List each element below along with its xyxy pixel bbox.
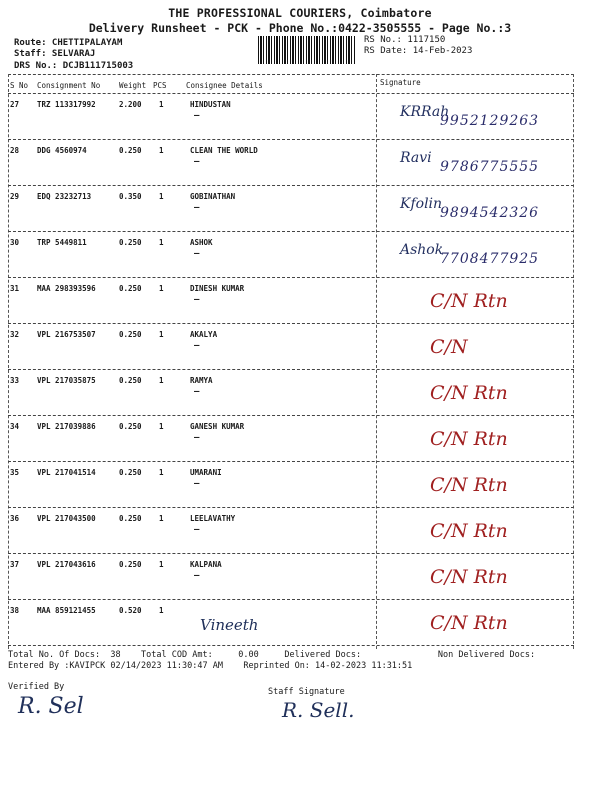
- row-sno: 32: [10, 330, 20, 339]
- row-sno: 38: [10, 606, 20, 615]
- document-title: THE PROFESSIONAL COURIERS, Coimbatore: [168, 6, 432, 20]
- row-pcs: 1: [159, 100, 164, 109]
- row-phone-number: 7708477925: [440, 251, 540, 267]
- row-consignee: GOBINATHAN: [190, 192, 236, 201]
- row-signature: Ravi: [400, 150, 432, 166]
- staff-signature: R. Sell.: [282, 698, 355, 722]
- col-header-weight: Weight: [119, 81, 147, 90]
- row-consignee: DINESH KUMAR: [190, 284, 245, 293]
- row-return-note: C/N Rtn: [430, 382, 508, 404]
- row-pcs: 1: [159, 422, 164, 431]
- barcode-image: [258, 36, 356, 64]
- row-consignee-mark: —: [194, 479, 200, 489]
- row-separator: [8, 553, 574, 554]
- footer-entered: Entered By :KAVIPCK 02/14/2023 11:30:47 AM Reprinted On: 14-02-2023 11:31:51: [8, 661, 413, 671]
- row-consignment: VPL 217043616: [37, 560, 96, 569]
- row-phone-number: 9952129263: [440, 113, 540, 129]
- row-consignee-mark: —: [194, 157, 200, 167]
- document-subtitle: Delivery Runsheet - PCK - Phone No.:0422-3505555 - Page No.:3: [88, 21, 512, 35]
- row-pcs: 1: [159, 192, 164, 201]
- staff-signature-label: Staff Signature: [268, 687, 345, 697]
- row-weight: 0.250: [119, 422, 142, 431]
- row-return-note: C/N Rtn: [430, 566, 508, 588]
- row-return-note: C/N Rtn: [430, 290, 508, 312]
- row-separator: [8, 461, 574, 462]
- row-sno: 31: [10, 284, 20, 293]
- row-sno: 28: [10, 146, 20, 155]
- rs-number: RS No.: 1117150: [364, 35, 446, 45]
- row-sno: 34: [10, 422, 20, 431]
- row-separator: [8, 599, 574, 600]
- row-consignee: UMARANI: [190, 468, 222, 477]
- row-sno: 36: [10, 514, 20, 523]
- row-sno: 27: [10, 100, 20, 109]
- row-consignee: RAMYA: [190, 376, 213, 385]
- row-consignee: AKALYA: [190, 330, 218, 339]
- row-pcs: 1: [159, 238, 164, 247]
- row-sno: 30: [10, 238, 20, 247]
- table-header-rule: [8, 93, 574, 94]
- row-consignee-mark: —: [194, 203, 200, 213]
- row-consignee: GANESH KUMAR: [190, 422, 245, 431]
- col-header-consignee: Consignee Details: [186, 81, 263, 90]
- row-return-note: C/N: [430, 336, 468, 358]
- row-consignment: VPL 217041514: [37, 468, 96, 477]
- verified-by-label: Verified By: [8, 682, 65, 692]
- row-signature: KRRah: [400, 104, 450, 120]
- row-weight: 0.250: [119, 330, 142, 339]
- row-return-note: C/N Rtn: [430, 474, 508, 496]
- table-right-rule: [573, 74, 574, 649]
- row-consignment: TRZ 113317992: [37, 100, 96, 109]
- row-weight: 0.250: [119, 284, 142, 293]
- row-weight: 0.250: [119, 376, 142, 385]
- row-pcs: 1: [159, 560, 164, 569]
- row-consignment: VPL 216753507: [37, 330, 96, 339]
- route-label: Route: CHETTIPALAYAM: [14, 38, 123, 48]
- row-phone-number: 9786775555: [440, 159, 540, 175]
- row-weight: 0.250: [119, 238, 142, 247]
- row-pcs: 1: [159, 376, 164, 385]
- col-header-consignment: Consignment No: [37, 81, 101, 90]
- row-pcs: 1: [159, 514, 164, 523]
- row-return-note: C/N Rtn: [430, 428, 508, 450]
- row-consignee-mark: —: [194, 249, 200, 259]
- row-weight: 0.350: [119, 192, 142, 201]
- rs-date: RS Date: 14-Feb-2023: [364, 46, 473, 56]
- table-left-rule: [8, 74, 9, 649]
- row-separator: [8, 139, 574, 140]
- row-separator: [8, 415, 574, 416]
- row-consignee: CLEAN THE WORLD: [190, 146, 258, 155]
- table-top-rule: [8, 74, 574, 75]
- row-sno: 37: [10, 560, 20, 569]
- row-consignee-mark: —: [194, 571, 200, 581]
- row-signature: Kfolin: [400, 196, 443, 212]
- row-consignment: TRP 5449811: [37, 238, 87, 247]
- footer-totals: Total No. Of Docs: 38 Total COD Amt: 0.00 Delivered Docs: Non Delivered Docs:: [8, 650, 536, 660]
- row-consignee: ASHOK: [190, 238, 213, 247]
- row-separator: [8, 645, 574, 646]
- row-signature: Ashok: [400, 242, 444, 258]
- row-sno: 35: [10, 468, 20, 477]
- row-weight: 0.250: [119, 560, 142, 569]
- row-consignment: VPL 217043500: [37, 514, 96, 523]
- row-consignee-mark: —: [194, 341, 200, 351]
- row-pcs: 1: [159, 606, 164, 615]
- row-consignee-mark: —: [194, 387, 200, 397]
- row-consignee: HINDUSTAN: [190, 100, 231, 109]
- row-weight: 0.520: [119, 606, 142, 615]
- row-weight: 2.200: [119, 100, 142, 109]
- row-sno: 29: [10, 192, 20, 201]
- row-consignment: VPL 217035875: [37, 376, 96, 385]
- verified-signature: R. Sel: [18, 694, 84, 719]
- signature-column-rule: [376, 74, 377, 649]
- row-return-note: C/N Rtn: [430, 520, 508, 542]
- row-consignee-mark: —: [194, 433, 200, 443]
- row-consignee-mark: —: [194, 111, 200, 121]
- row-consignment: VPL 217039886: [37, 422, 96, 431]
- row-pcs: 1: [159, 284, 164, 293]
- drs-number: DRS No.: DCJB111715003: [14, 61, 134, 71]
- row-weight: 0.250: [119, 514, 142, 523]
- row-consignment: MAA 859121455: [37, 606, 96, 615]
- col-header-sno: S No: [10, 81, 29, 90]
- row-consignee: LEELAVATHY: [190, 514, 236, 523]
- row-consignment: DDG 4560974: [37, 146, 87, 155]
- col-header-signature: Signature: [380, 78, 421, 87]
- row-consignee-mark: Vineeth: [200, 616, 259, 634]
- row-consignee-mark: —: [194, 525, 200, 535]
- row-phone-number: 9894542326: [440, 205, 540, 221]
- row-separator: [8, 185, 574, 186]
- col-header-pcs: PCS: [153, 81, 167, 90]
- row-separator: [8, 277, 574, 278]
- row-separator: [8, 507, 574, 508]
- row-separator: [8, 323, 574, 324]
- row-separator: [8, 369, 574, 370]
- staff-label: Staff: SELVARAJ: [14, 49, 96, 59]
- row-separator: [8, 231, 574, 232]
- row-pcs: 1: [159, 146, 164, 155]
- row-sno: 33: [10, 376, 20, 385]
- row-return-note: C/N Rtn: [430, 612, 508, 634]
- row-pcs: 1: [159, 468, 164, 477]
- row-weight: 0.250: [119, 146, 142, 155]
- row-consignee-mark: —: [194, 295, 200, 305]
- row-consignee: KALPANA: [190, 560, 222, 569]
- row-weight: 0.250: [119, 468, 142, 477]
- row-consignment: MAA 298393596: [37, 284, 96, 293]
- row-pcs: 1: [159, 330, 164, 339]
- row-consignment: EDQ 23232713: [37, 192, 92, 201]
